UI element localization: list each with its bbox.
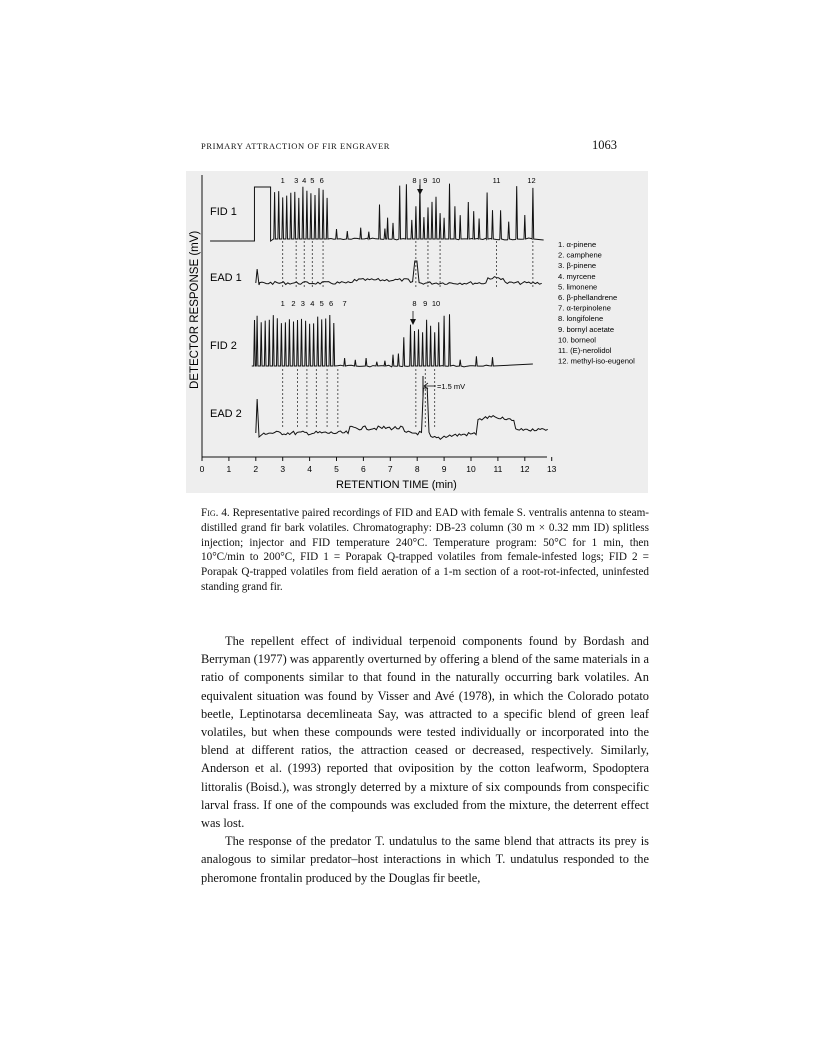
- x-tick-label: 10: [466, 464, 476, 474]
- chromatogram-svg: [186, 171, 648, 493]
- peak-label-mid: 10: [431, 299, 441, 308]
- peak-label-mid: 4: [310, 299, 315, 308]
- compound-item: 10. borneol: [558, 335, 596, 345]
- compound-item: 5. limonene: [558, 282, 598, 292]
- caption-text: Representative paired recordings of FID and EAD with female S. ventralis antenna to steam-distilled grand fir bark volatiles. Chromatography: DB-23 column (30 m × 0.32 mm ID) splitless injection; injector and FID temperature 240°C. Temperature program: 50°C for 1 min, then 10°C/min to 200°C, FID 1 = Porapak Q-trapped volatiles from female-infested logs; FID 2 = Porapak Q-trapped volatiles from field aeration of a 1-m section of a root-rot-infected, uninfested standing grand fir.: [201, 507, 650, 593]
- peak-label-mid: 7: [342, 299, 347, 308]
- paragraph-1: The repellent effect of individual terpenoid components found by Bordash and Berryman (1977) was apparently overturned by offering a blend of the same materials in a ratio of components similar to that found in the naturally occurring bark volatiles. An equivalent situation was found by Visser and Avé (1978), in which the Colorado potato beetle, Leptinotarsa decemlineata Say, was attracted to a specific blend of green leaf volatiles, but when these compounds were tested individually or incorporated into the blend at different ratios, the attraction ceased or decreased, respectively. Similarly, Anderson et al. (1993) reported that oviposition by the cotton leafworm, Spodoptera littoralis (Boisd.), was strongly deterred by a mixture of six compounds from conspecific larval frass. If one of the compounds was excluded from the mixture, the deterrent effect was lost.: [201, 634, 649, 831]
- x-tick-label: 7: [387, 464, 393, 474]
- compound-item: 11. (E)-nerolidol: [558, 346, 612, 355]
- peak-label-mid: 5: [319, 299, 324, 308]
- fid1-trace: [210, 184, 544, 241]
- x-axis-ticks: [200, 457, 557, 474]
- compound-item: 1. α-pinene: [558, 240, 597, 249]
- peak-label-mid: 1: [280, 299, 285, 308]
- y-axis-label: DETECTOR RESPONSE (mV): [189, 230, 201, 389]
- peak-label-mid: 6: [329, 299, 334, 308]
- x-tick-label: 11: [493, 464, 503, 474]
- x-tick-label: 13: [546, 464, 557, 474]
- peak-label-top: 5: [310, 176, 315, 185]
- peak-label-top: 6: [319, 176, 324, 185]
- peak-label-mid: 3: [300, 299, 305, 308]
- figure-caption: [201, 506, 649, 595]
- peak-label-top: 4: [302, 176, 307, 185]
- trace-label-fid1: FID 1: [210, 206, 237, 218]
- peak-label-top: 12: [527, 176, 536, 185]
- compound-item: 7. α-terpinolene: [558, 303, 611, 313]
- compound-item: 6. β-phellandrene: [558, 293, 618, 302]
- alignment-lines: [280, 241, 533, 429]
- peak-label-mid: 8: [412, 299, 417, 308]
- trace-label-ead2: EAD 2: [210, 408, 242, 420]
- figure-4: [186, 171, 648, 493]
- peak-labels-top: [281, 176, 536, 185]
- compound-item: 12. methyl-iso-eugenol: [558, 356, 635, 366]
- peak-label-top: 10: [431, 176, 441, 185]
- arrow-head-icon: [417, 189, 423, 195]
- peak-label-top: 3: [294, 176, 299, 185]
- compound-item: 2. camphene: [558, 250, 602, 260]
- trace-label-ead1: EAD 1: [210, 272, 242, 284]
- page-number: 1063: [592, 138, 617, 152]
- arrow-head-icon-2: [410, 319, 416, 325]
- fid2-trace: [252, 314, 533, 367]
- compound-item: 8. longifolene: [558, 314, 604, 324]
- trace-label-fid2: FID 2: [210, 340, 237, 352]
- peak-label-top: 1: [280, 176, 285, 185]
- x-tick-label: 9: [441, 464, 447, 474]
- peak-label-mid: 2: [291, 299, 296, 308]
- x-axis-label: RETENTION TIME (min): [336, 479, 457, 491]
- caption-lead: Fig. 4.: [201, 507, 230, 519]
- peak-labels-mid: [281, 299, 441, 308]
- scale-bar-label: =1.5 mV: [437, 382, 466, 391]
- peak-label-top: 9: [423, 176, 428, 185]
- x-tick-label: 3: [280, 464, 286, 474]
- peak-label-top: 8: [412, 176, 417, 185]
- x-tick-label: 0: [199, 464, 205, 474]
- compound-list: [558, 240, 635, 366]
- compound-item: 3. β-pinene: [558, 261, 597, 271]
- body-text: [201, 632, 649, 887]
- compound-item: 9. bornyl acetate: [558, 324, 615, 334]
- running-head: PRIMARY ATTRACTION OF FIR ENGRAVER: [201, 141, 391, 151]
- peak-label-top: 11: [492, 176, 501, 185]
- x-tick-label: 12: [520, 464, 530, 474]
- x-tick-label: 4: [307, 464, 312, 474]
- x-tick-label: 2: [253, 464, 259, 474]
- ead2-trace: [256, 388, 548, 439]
- x-tick-label: 8: [414, 464, 420, 474]
- paragraph-2: The response of the predator T. undatulus to the same blend that attracts its prey is analogous to similar predator–host interactions in which T. undatulus responded to the pheromone frontalin produced by the Douglas fir beetle,: [201, 834, 649, 885]
- x-tick-label: 6: [361, 464, 366, 474]
- compound-item: 4. myrcene: [558, 271, 596, 281]
- x-tick-label: 1: [226, 464, 232, 474]
- x-tick-label: 5: [334, 464, 339, 474]
- peak-label-mid: 9: [423, 299, 428, 308]
- ead1-trace: [256, 261, 542, 285]
